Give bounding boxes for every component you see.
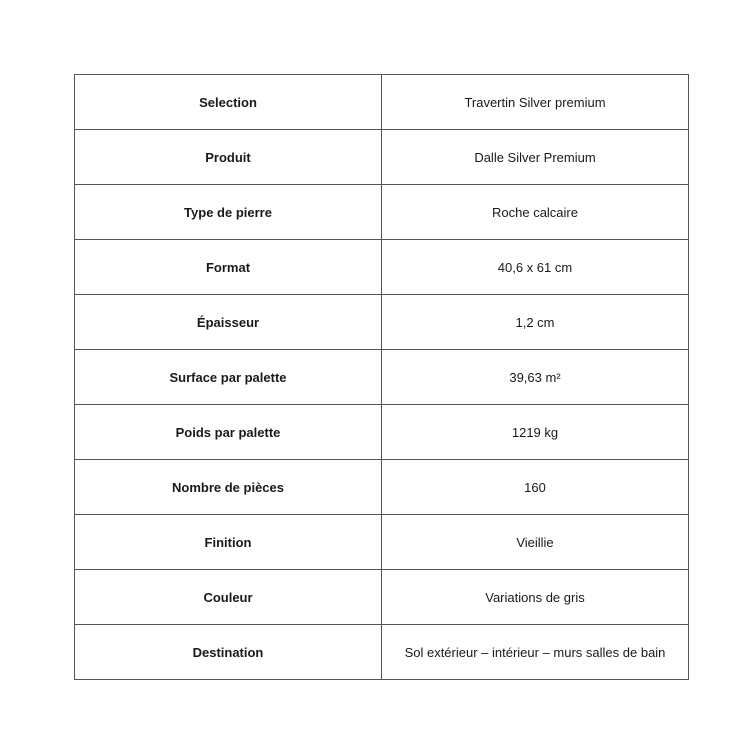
row-value: Sol extérieur – intérieur – murs salles de bain: [382, 625, 689, 680]
table-row: [75, 185, 689, 240]
table-row: [75, 405, 689, 460]
table-row: [75, 130, 689, 185]
row-label: Type de pierre: [75, 185, 382, 240]
row-value: Vieillie: [382, 515, 689, 570]
row-value: Roche calcaire: [382, 185, 689, 240]
table-row: [75, 515, 689, 570]
row-value: 1,2 cm: [382, 295, 689, 350]
table-row: [75, 295, 689, 350]
row-value: 39,63 m²: [382, 350, 689, 405]
table-row: [75, 240, 689, 295]
row-label: Finition: [75, 515, 382, 570]
row-value: 1219 kg: [382, 405, 689, 460]
row-label: Format: [75, 240, 382, 295]
row-label: Selection: [75, 75, 382, 130]
row-label: Couleur: [75, 570, 382, 625]
table-row: [75, 460, 689, 515]
row-label: Produit: [75, 130, 382, 185]
row-label: Poids par palette: [75, 405, 382, 460]
spec-table: [74, 74, 689, 680]
row-label: Nombre de pièces: [75, 460, 382, 515]
row-label: Surface par palette: [75, 350, 382, 405]
table-row: [75, 75, 689, 130]
row-value: Travertin Silver premium: [382, 75, 689, 130]
row-value: 40,6 x 61 cm: [382, 240, 689, 295]
row-value: Variations de gris: [382, 570, 689, 625]
table-row: [75, 625, 689, 680]
row-label: Destination: [75, 625, 382, 680]
row-value: 160: [382, 460, 689, 515]
table-row: [75, 350, 689, 405]
row-label: Épaisseur: [75, 295, 382, 350]
row-value: Dalle Silver Premium: [382, 130, 689, 185]
table-row: [75, 570, 689, 625]
